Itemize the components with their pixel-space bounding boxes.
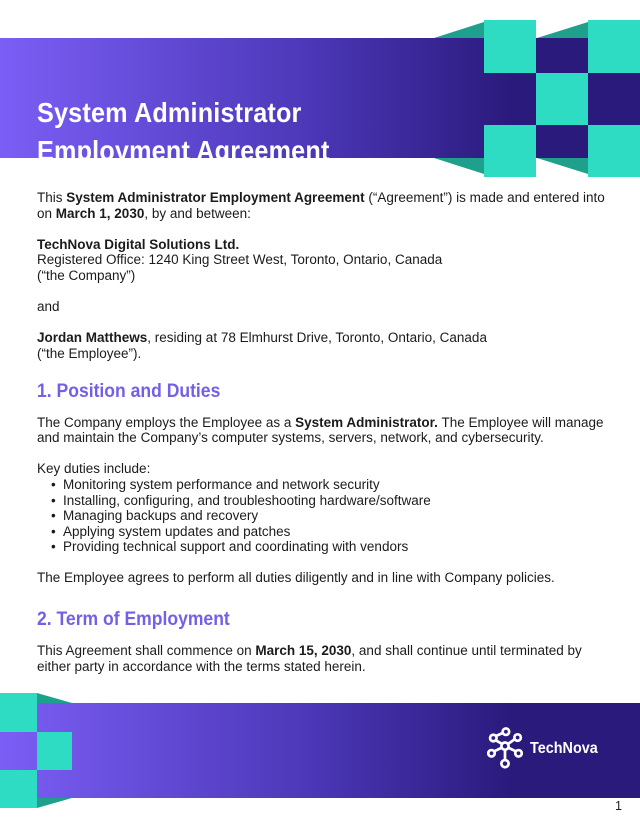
ribbon-fold <box>434 22 484 38</box>
ribbon-fold <box>434 158 484 174</box>
title-line-1: System Administrator <box>37 97 302 128</box>
duties-list <box>37 477 609 555</box>
employee-line: Jordan Matthews, residing at 78 Elmhurst Drive, Toronto, Ontario, Canada <box>37 330 487 346</box>
list-item: • Installing, configuring, and troubleshooting hardware/software <box>63 493 609 509</box>
ribbon-fold <box>37 693 72 703</box>
checker-square <box>536 73 588 125</box>
company-alias: (“the Company”) <box>37 267 136 283</box>
employee-alias: (“the Employee”). <box>37 345 142 361</box>
ribbon-fold <box>537 158 588 174</box>
company-name: TechNova Digital Solutions Ltd. <box>37 236 240 252</box>
brand-name: TechNova <box>530 740 598 757</box>
list-item: • Applying system updates and patches <box>63 524 609 540</box>
list-item: • Monitoring system performance and network security <box>63 477 609 493</box>
checker-square <box>0 693 37 732</box>
connector-text: and <box>37 299 60 315</box>
section-2-paragraph: This Agreement shall commence on March 15, 2030, and shall continue until terminated by either party in accordance with the terms stated herein. <box>37 643 582 674</box>
document-title <box>37 94 362 170</box>
network-nodes-icon <box>487 724 523 775</box>
list-item: • Managing backups and recovery <box>63 508 609 524</box>
checker-square <box>484 125 536 177</box>
title-line-2: Employment Agreement <box>37 135 330 166</box>
duties-list-intro: Key duties include: <box>37 461 151 477</box>
intro-paragraph: This System Administrator Employment Agreement (“Agreement”) is made and entered into on March 1, 2030, by and between: <box>37 190 605 221</box>
ribbon-fold <box>537 22 588 38</box>
list-item: • Providing technical support and coordinating with vendors <box>63 539 609 555</box>
document-body <box>37 190 609 690</box>
company-block <box>37 237 609 284</box>
ribbon-fold <box>37 798 72 808</box>
employee-block <box>37 330 609 361</box>
section-2-heading: 2. Term of Employment <box>37 608 230 631</box>
section-1-heading: 1. Position and Duties <box>37 379 221 402</box>
brand-logo <box>487 725 605 773</box>
checker-square <box>484 20 536 73</box>
page-number: 1 <box>615 799 622 813</box>
company-address: Registered Office: 1240 King Street West, Toronto, Ontario, Canada <box>37 252 443 268</box>
checker-square <box>588 125 640 177</box>
checker-square <box>0 770 37 808</box>
section-1-paragraph: The Company employs the Employee as a System Administrator. The Employee will manage and maintain the Company’s computer systems, servers, network, and cybersecurity. <box>37 414 604 446</box>
checker-square <box>588 20 640 73</box>
checker-square <box>37 732 72 770</box>
section-1-closing: The Employee agrees to perform all duties diligently and in line with Company policies. <box>37 570 555 586</box>
